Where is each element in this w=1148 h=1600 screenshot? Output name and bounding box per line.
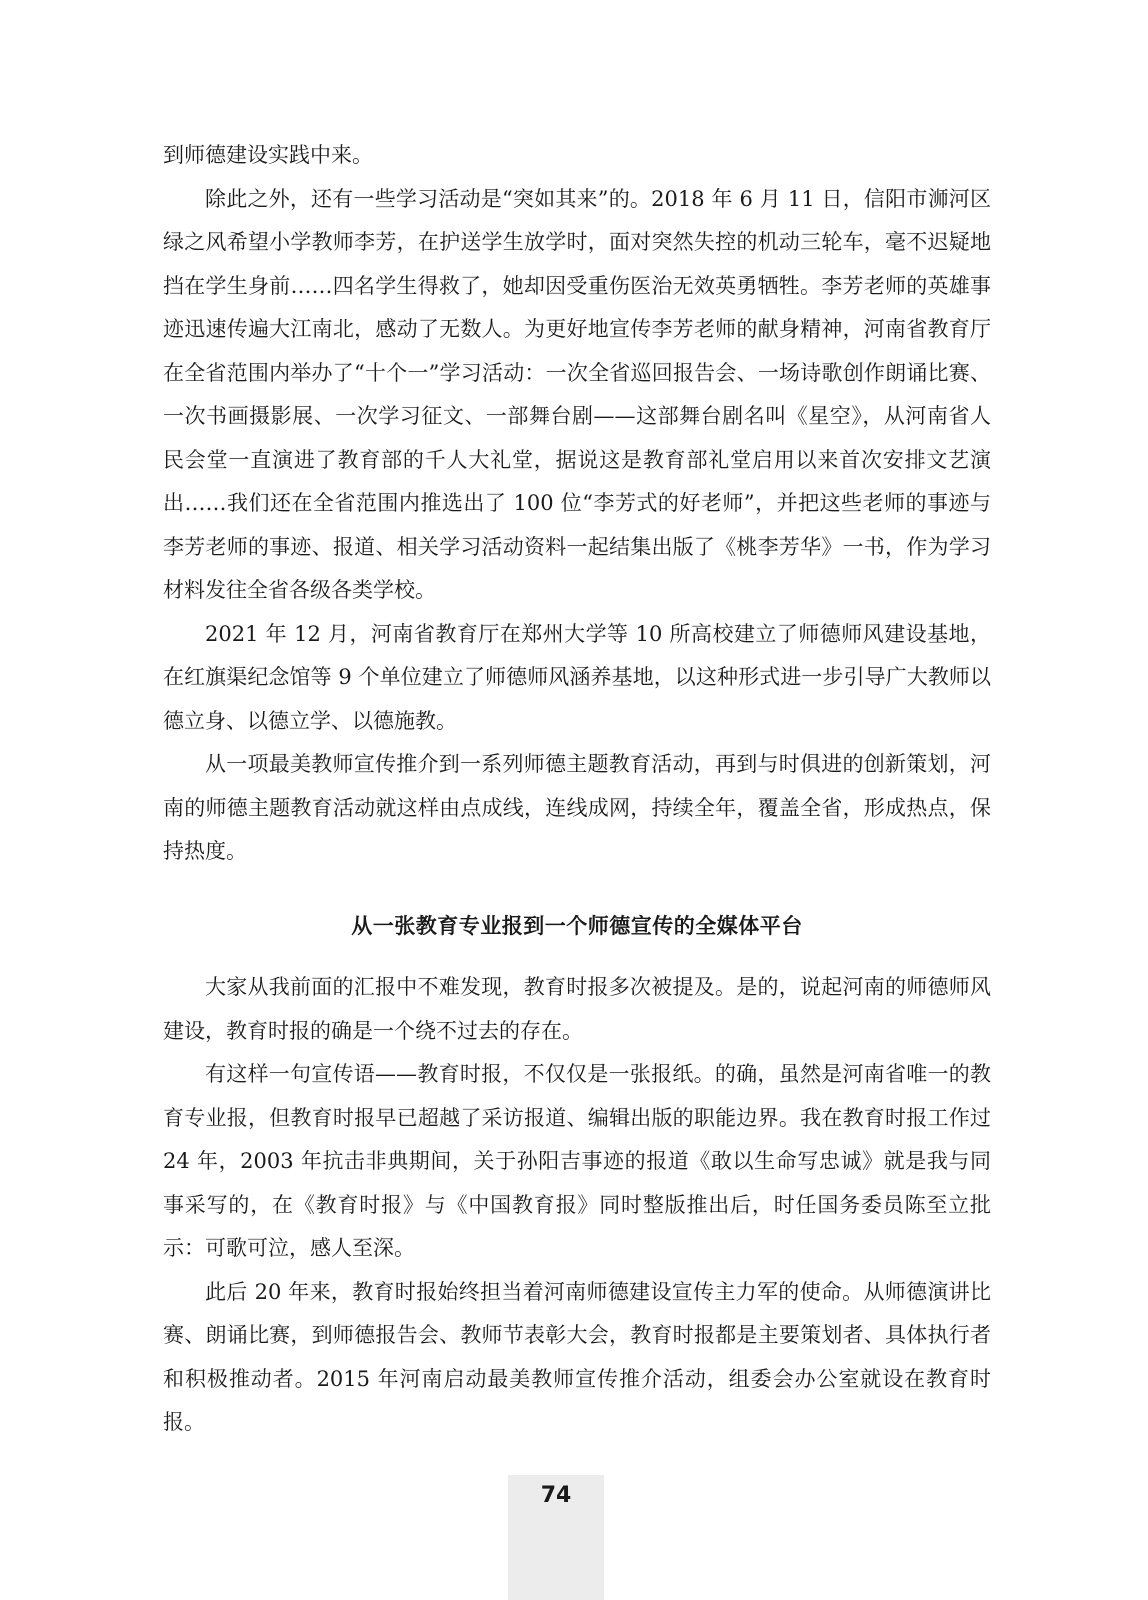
paragraph-intro-newspaper: 大家从我前面的汇报中不难发现，教育时报多次被提及。是的，说起河南的师德师风建设，教育时报的确是一个绕不过去的存在。 [163,975,991,1043]
body-text-top [163,134,991,874]
paragraph-continuation: 到师德建设实践中来。 [163,143,373,167]
paragraph-summary: 从一项最美教师宣传推介到一系列师德主题教育活动，再到与时俱进的创新策划，河南的师德主题教育活动就这样由点成线，连线成网，持续全年，覆盖全省，形成热点，保持热度。 [163,752,991,863]
section-heading: 从一张教育专业报到一个师德宣传的全媒体平台 [351,914,803,938]
page-number-box [508,1475,604,1600]
paragraph-slogan: 有这样一句宣传语——教育时报，不仅仅是一张报纸。的确，虽然是河南省唯一的教育专业报，但教育时报早已超越了采访报道、编辑出版的职能边界。我在教育时报工作过 24 年，2003 年抗击非典期间，关于孙阳吉事迹的报道《敢以生命写忠诚》就是我与同事采写的，在《教育时报》与《中国教育报》同时整版推出后，时任国务委员陈至立批示：可歌可泣，感人至深。 [163,1062,991,1260]
body-text-bottom [163,966,991,1445]
paragraph-twenty-years: 此后 20 年来，教育时报始终担当着河南师德建设宣传主力军的使命。从师德演讲比赛、朗诵比赛，到师德报告会、教师节表彰大会，教育时报都是主要策划者、具体执行者和积极推动者。2015 年河南启动最美教师宣传推介活动，组委会办公室就设在教育时报。 [163,1279,991,1434]
paragraph-li-fang-story: 除此之外，还有一些学习活动是“突如其来”的。2018 年 6 月 11 日，信阳市浉河区绿之风希望小学教师李芳，在护送学生放学时，面对突然失控的机动三轮车，毫不迟疑地挡在学生身前……四名学生得救了，她却因受重伤医治无效英勇牺牲。李芳老师的英雄事迹迅速传遍大江南北，感动了无数人。为更好地宣传李芳老师的献身精神，河南省教育厅在全省范围内举办了“十个一”学习活动：一次全省巡回报告会、一场诗歌创作朗诵比赛、一次书画摄影展、一次学习征文、一部舞台剧——这部舞台剧名叫《星空》，从河南省人民会堂一直演进了教育部的千人大礼堂，据说这是教育部礼堂启用以来首次安排文艺演出……我们还在全省范围内推选出了 100 位“李芳式的好老师”，并把这些老师的事迹与李芳老师的事迹、报道、相关学习活动资料一起结集出版了《桃李芳华》一书，作为学习材料发往全省各级各类学校。 [163,186,991,602]
page-number: 74 [540,1483,572,1508]
paragraph-2021-bases: 2021 年 12 月，河南省教育厅在郑州大学等 10 所高校建立了师德师风建设基地，在红旗渠纪念馆等 9 个单位建立了师德师风涵养基地，以这种形式进一步引导广大教师以德立身、以德立学、以德施教。 [163,621,991,733]
